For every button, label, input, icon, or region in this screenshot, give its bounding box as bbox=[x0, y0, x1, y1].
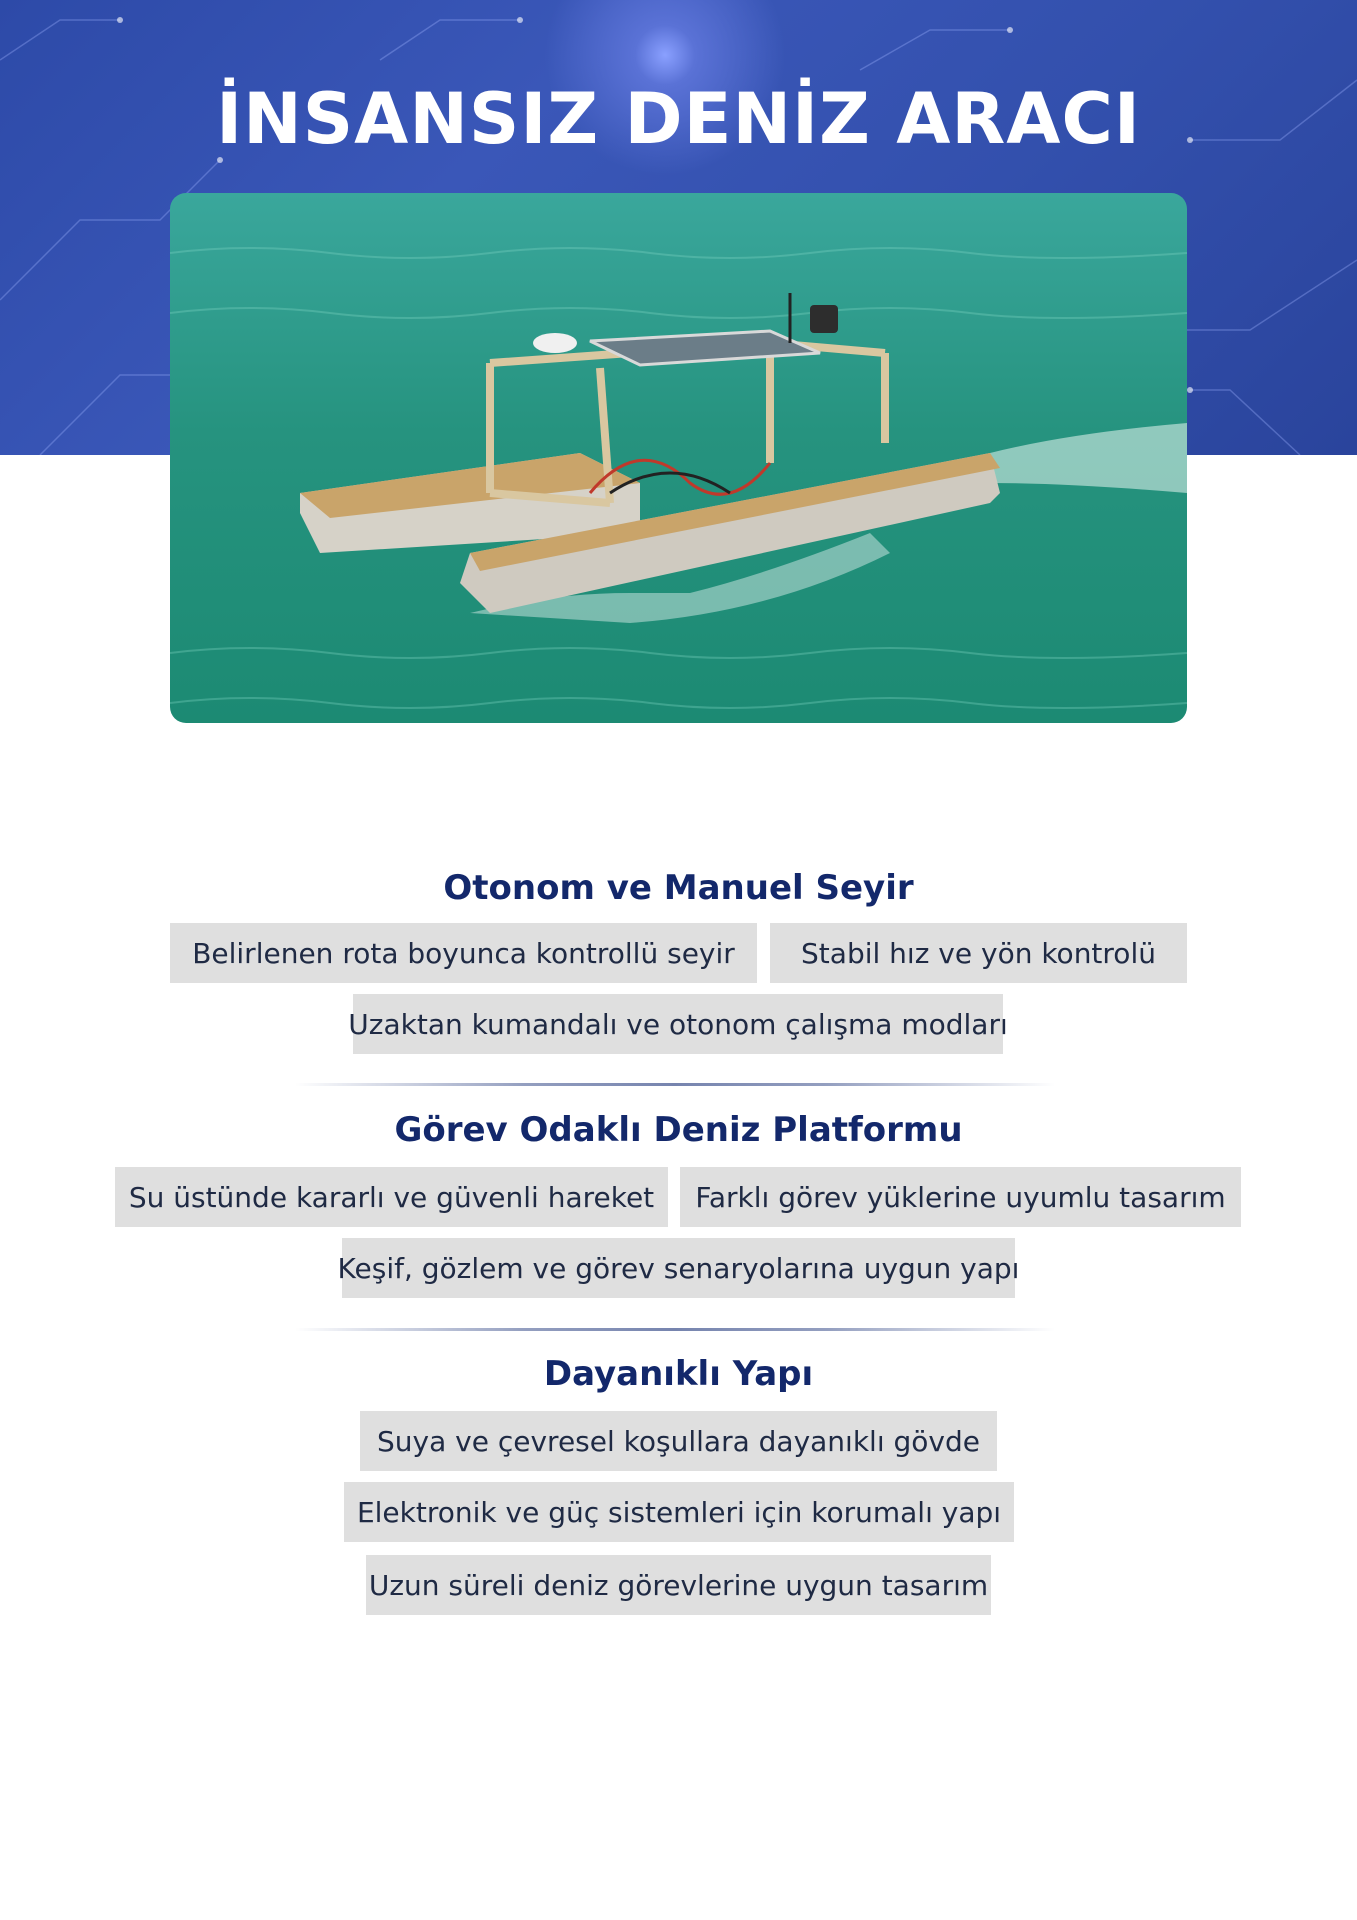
feature-chip: Uzun süreli deniz görevlerine uygun tasarım bbox=[366, 1555, 991, 1615]
boat-photo bbox=[170, 193, 1187, 723]
section-title-navigation: Otonom ve Manuel Seyir bbox=[443, 868, 914, 908]
feature-chip: Keşif, gözlem ve görev senaryolarına uygun yapı bbox=[342, 1238, 1015, 1298]
page-title: İNSANSIZ DENİZ ARACI bbox=[216, 78, 1141, 160]
feature-chip: Suya ve çevresel koşullara dayanıklı gövde bbox=[360, 1411, 997, 1471]
feature-chip: Su üstünde kararlı ve güvenli hareket bbox=[115, 1167, 668, 1227]
feature-chip: Uzaktan kumandalı ve otonom çalışma modları bbox=[353, 994, 1003, 1054]
section-title-durability: Dayanıklı Yapı bbox=[543, 1354, 814, 1394]
feature-chip: Farklı görev yüklerine uyumlu tasarım bbox=[680, 1167, 1241, 1227]
feature-chip: Elektronik ve güç sistemleri için korumalı yapı bbox=[344, 1482, 1014, 1542]
section-title-platform: Görev Odaklı Deniz Platformu bbox=[394, 1110, 963, 1150]
feature-chip: Stabil hız ve yön kontrolü bbox=[770, 923, 1187, 983]
feature-chip: Belirlenen rota boyunca kontrollü seyir bbox=[170, 923, 757, 983]
section-divider bbox=[295, 1328, 1055, 1331]
section-divider bbox=[295, 1083, 1055, 1086]
